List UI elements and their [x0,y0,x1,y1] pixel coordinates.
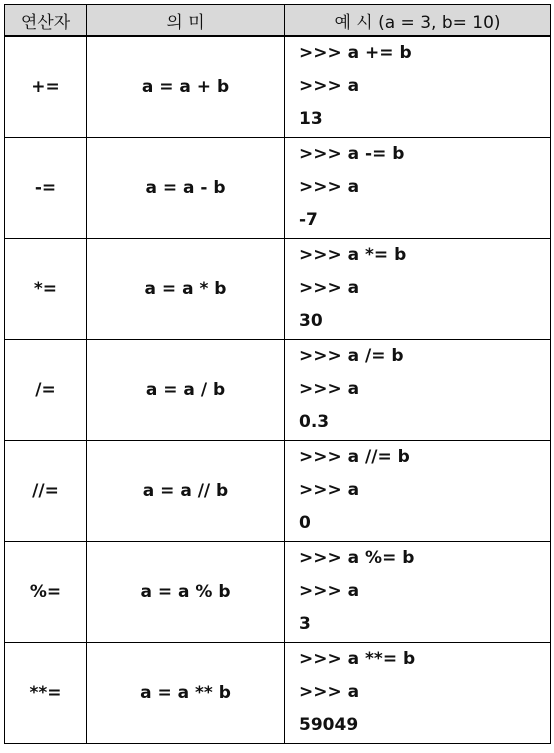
assignment-operator-table [4,4,551,744]
example-result: 13 [299,109,323,129]
header-operator: 연산자 [5,5,87,37]
example-line: >>> a [299,278,360,298]
table-row [5,542,551,643]
example-line: >>> a //= b [299,447,410,467]
example-result: 3 [299,614,311,634]
example-result: 0 [299,513,311,533]
example-line: >>> a [299,76,360,96]
example-result: 30 [299,311,323,331]
meaning-cell: a = a // b [87,441,285,542]
meaning-cell: a = a ** b [87,643,285,744]
example-cell [285,542,551,643]
example-cell [285,239,551,340]
meaning-cell: a = a / b [87,340,285,441]
meaning-cell: a = a * b [87,239,285,340]
table-row [5,36,551,138]
table-row [5,643,551,744]
meaning-cell: a = a % b [87,542,285,643]
example-line: >>> a [299,177,360,197]
operator-cell: += [5,36,87,138]
header-example: 예 시 (a = 3, b= 10) [285,5,551,37]
example-result: 0.3 [299,412,330,432]
operator-cell: /= [5,340,87,441]
example-cell [285,36,551,138]
example-line: >>> a [299,581,360,601]
header-meaning: 의 미 [87,5,285,37]
example-line: >>> a *= b [299,245,407,265]
operator-cell: **= [5,643,87,744]
operator-cell: %= [5,542,87,643]
table-row [5,340,551,441]
table-row [5,138,551,239]
example-line: >>> a [299,379,360,399]
example-line: >>> a **= b [299,649,416,669]
example-cell [285,138,551,239]
operator-cell: //= [5,441,87,542]
example-result: 59049 [299,715,359,735]
operator-cell: *= [5,239,87,340]
meaning-cell: a = a + b [87,36,285,138]
example-cell [285,441,551,542]
example-line: >>> a -= b [299,144,405,164]
meaning-cell: a = a - b [87,138,285,239]
header-row [5,5,551,37]
operator-cell: -= [5,138,87,239]
table-row [5,441,551,542]
example-cell [285,643,551,744]
example-result: -7 [299,210,318,230]
table-row [5,239,551,340]
example-line: >>> a /= b [299,346,404,366]
example-line: >>> a += b [299,43,412,63]
example-line: >>> a %= b [299,548,415,568]
example-cell [285,340,551,441]
example-line: >>> a [299,682,360,702]
example-line: >>> a [299,480,360,500]
operator-table-container [4,4,550,745]
